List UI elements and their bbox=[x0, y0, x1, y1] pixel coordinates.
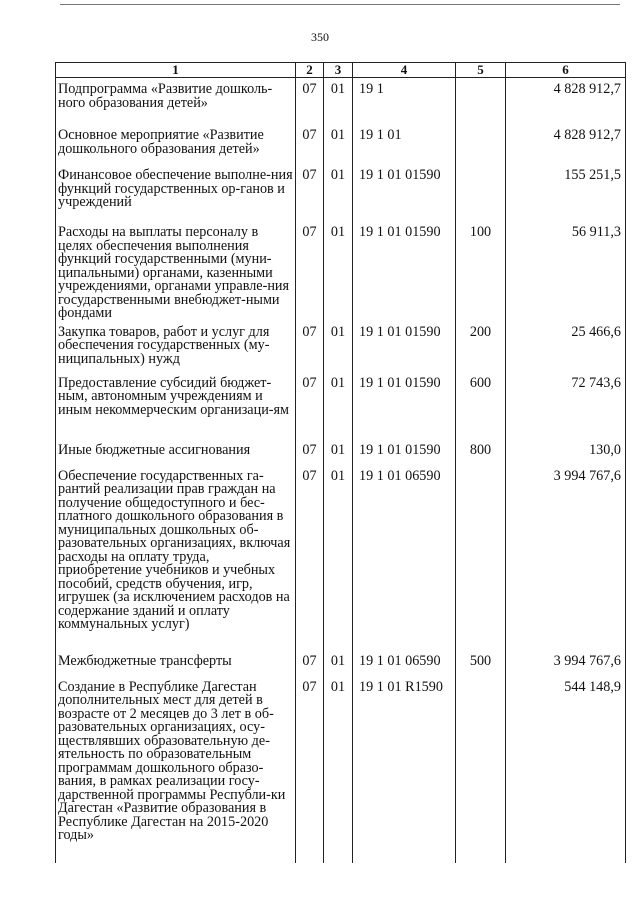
row-expense-type: 200 bbox=[456, 321, 506, 372]
header-col-4: 4 bbox=[353, 63, 456, 78]
header-col-5: 5 bbox=[456, 63, 506, 78]
row-name: Создание в Республике Дагестан дополнительных мест для детей в возрасте от 2 месяцев до 3 лет в об-разовательных организациях, осу-ществлявших образовательную де-ятельность по образовательным программам дошкольного образо-вания, в рамках реализации госу-дарственной программы Республи-ки Дагестан «Развитие образования в Республике Дагестан на 2015-2020 годы» bbox=[56, 676, 296, 858]
row-subsection: 01 bbox=[324, 164, 353, 221]
filler-cell bbox=[56, 858, 296, 863]
budget-table bbox=[55, 62, 626, 863]
row-expense-type: 600 bbox=[456, 372, 506, 439]
row-amount: 4 828 912,7 bbox=[506, 124, 626, 164]
row-name: Финансовое обеспечение выполне-ния функций государственных ор-ганов и учреждений bbox=[56, 164, 296, 221]
row-name: Межбюджетные трансферты bbox=[56, 650, 296, 676]
row-subsection: 01 bbox=[324, 124, 353, 164]
table-row bbox=[56, 124, 626, 164]
row-name: Расходы на выплаты персоналу в целях обеспечения выполнения функций государственными (муни-ципальными) органами, казенными учреждениями, органами управле-ния государственными внебюджет-ными фондами bbox=[56, 221, 296, 321]
row-amount: 3 994 767,6 bbox=[506, 465, 626, 650]
row-section: 07 bbox=[296, 650, 324, 676]
row-amount: 155 251,5 bbox=[506, 164, 626, 221]
filler-cell bbox=[456, 858, 506, 863]
row-name: Предоставление субсидий бюджет-ным, автономным учреждениям и иным некоммерческим организаци-ям bbox=[56, 372, 296, 439]
header-col-6: 6 bbox=[506, 63, 626, 78]
row-target-code: 19 1 01 01590 bbox=[353, 221, 456, 321]
row-expense-type bbox=[456, 78, 506, 125]
row-subsection: 01 bbox=[324, 650, 353, 676]
table-row bbox=[56, 321, 626, 372]
row-name: Закупка товаров, работ и услуг для обеспечения государственных (му-ниципальных) нужд bbox=[56, 321, 296, 372]
row-target-code: 19 1 01 06590 bbox=[353, 465, 456, 650]
row-target-code: 19 1 01 01590 bbox=[353, 164, 456, 221]
row-expense-type bbox=[456, 124, 506, 164]
row-name: Подпрограмма «Развитие дошколь-ного образования детей» bbox=[56, 78, 296, 125]
row-amount: 72 743,6 bbox=[506, 372, 626, 439]
row-target-code: 19 1 01 06590 bbox=[353, 650, 456, 676]
row-expense-type: 500 bbox=[456, 650, 506, 676]
row-expense-type bbox=[456, 465, 506, 650]
table-row bbox=[56, 650, 626, 676]
header-col-3: 3 bbox=[324, 63, 353, 78]
filler-cell bbox=[353, 858, 456, 863]
row-subsection: 01 bbox=[324, 372, 353, 439]
row-amount: 4 828 912,7 bbox=[506, 78, 626, 125]
table-row bbox=[56, 164, 626, 221]
row-amount: 25 466,6 bbox=[506, 321, 626, 372]
row-target-code: 19 1 01 01590 bbox=[353, 372, 456, 439]
row-subsection: 01 bbox=[324, 465, 353, 650]
row-amount: 3 994 767,6 bbox=[506, 650, 626, 676]
row-name: Иные бюджетные ассигнования bbox=[56, 439, 296, 465]
table-row bbox=[56, 78, 626, 125]
row-target-code: 19 1 01 01590 bbox=[353, 321, 456, 372]
row-amount: 130,0 bbox=[506, 439, 626, 465]
table-body bbox=[56, 78, 626, 863]
table-row bbox=[56, 372, 626, 439]
row-name: Обеспечение государственных га-рантий реализации прав граждан на получение общедоступного и бес-платного дошкольного образования в муниципальных дошкольных об-разовательных организациях, включая расходы на оплату труда, приобретение учебников и учебных пособий, средств обучения, игр, игрушек (за исключением расходов на содержание зданий и оплату коммунальных услуг) bbox=[56, 465, 296, 650]
row-section: 07 bbox=[296, 78, 324, 125]
row-section: 07 bbox=[296, 465, 324, 650]
row-subsection: 01 bbox=[324, 676, 353, 858]
row-section: 07 bbox=[296, 124, 324, 164]
row-subsection: 01 bbox=[324, 321, 353, 372]
row-section: 07 bbox=[296, 221, 324, 321]
filler-cell bbox=[324, 858, 353, 863]
row-name: Основное мероприятие «Развитие дошкольного образования детей» bbox=[56, 124, 296, 164]
row-expense-type: 100 bbox=[456, 221, 506, 321]
header-col-2: 2 bbox=[296, 63, 324, 78]
row-section: 07 bbox=[296, 372, 324, 439]
row-expense-type bbox=[456, 676, 506, 858]
row-section: 07 bbox=[296, 676, 324, 858]
row-target-code: 19 1 01 R1590 bbox=[353, 676, 456, 858]
header-col-1: 1 bbox=[56, 63, 296, 78]
filler-cell bbox=[296, 858, 324, 863]
page-number: 350 bbox=[311, 30, 329, 44]
row-target-code: 19 1 01 01590 bbox=[353, 439, 456, 465]
row-target-code: 19 1 01 bbox=[353, 124, 456, 164]
row-amount: 544 148,9 bbox=[506, 676, 626, 858]
row-subsection: 01 bbox=[324, 221, 353, 321]
row-section: 07 bbox=[296, 439, 324, 465]
table-row bbox=[56, 221, 626, 321]
top-rule bbox=[60, 4, 620, 5]
filler-cell bbox=[506, 858, 626, 863]
table-row bbox=[56, 676, 626, 858]
row-section: 07 bbox=[296, 164, 324, 221]
table-header bbox=[56, 63, 626, 78]
row-amount: 56 911,3 bbox=[506, 221, 626, 321]
row-target-code: 19 1 bbox=[353, 78, 456, 125]
row-subsection: 01 bbox=[324, 439, 353, 465]
row-expense-type: 800 bbox=[456, 439, 506, 465]
table-row bbox=[56, 439, 626, 465]
row-section: 07 bbox=[296, 321, 324, 372]
row-subsection: 01 bbox=[324, 78, 353, 125]
table-row bbox=[56, 465, 626, 650]
row-expense-type bbox=[456, 164, 506, 221]
table-filler-row bbox=[56, 858, 626, 863]
